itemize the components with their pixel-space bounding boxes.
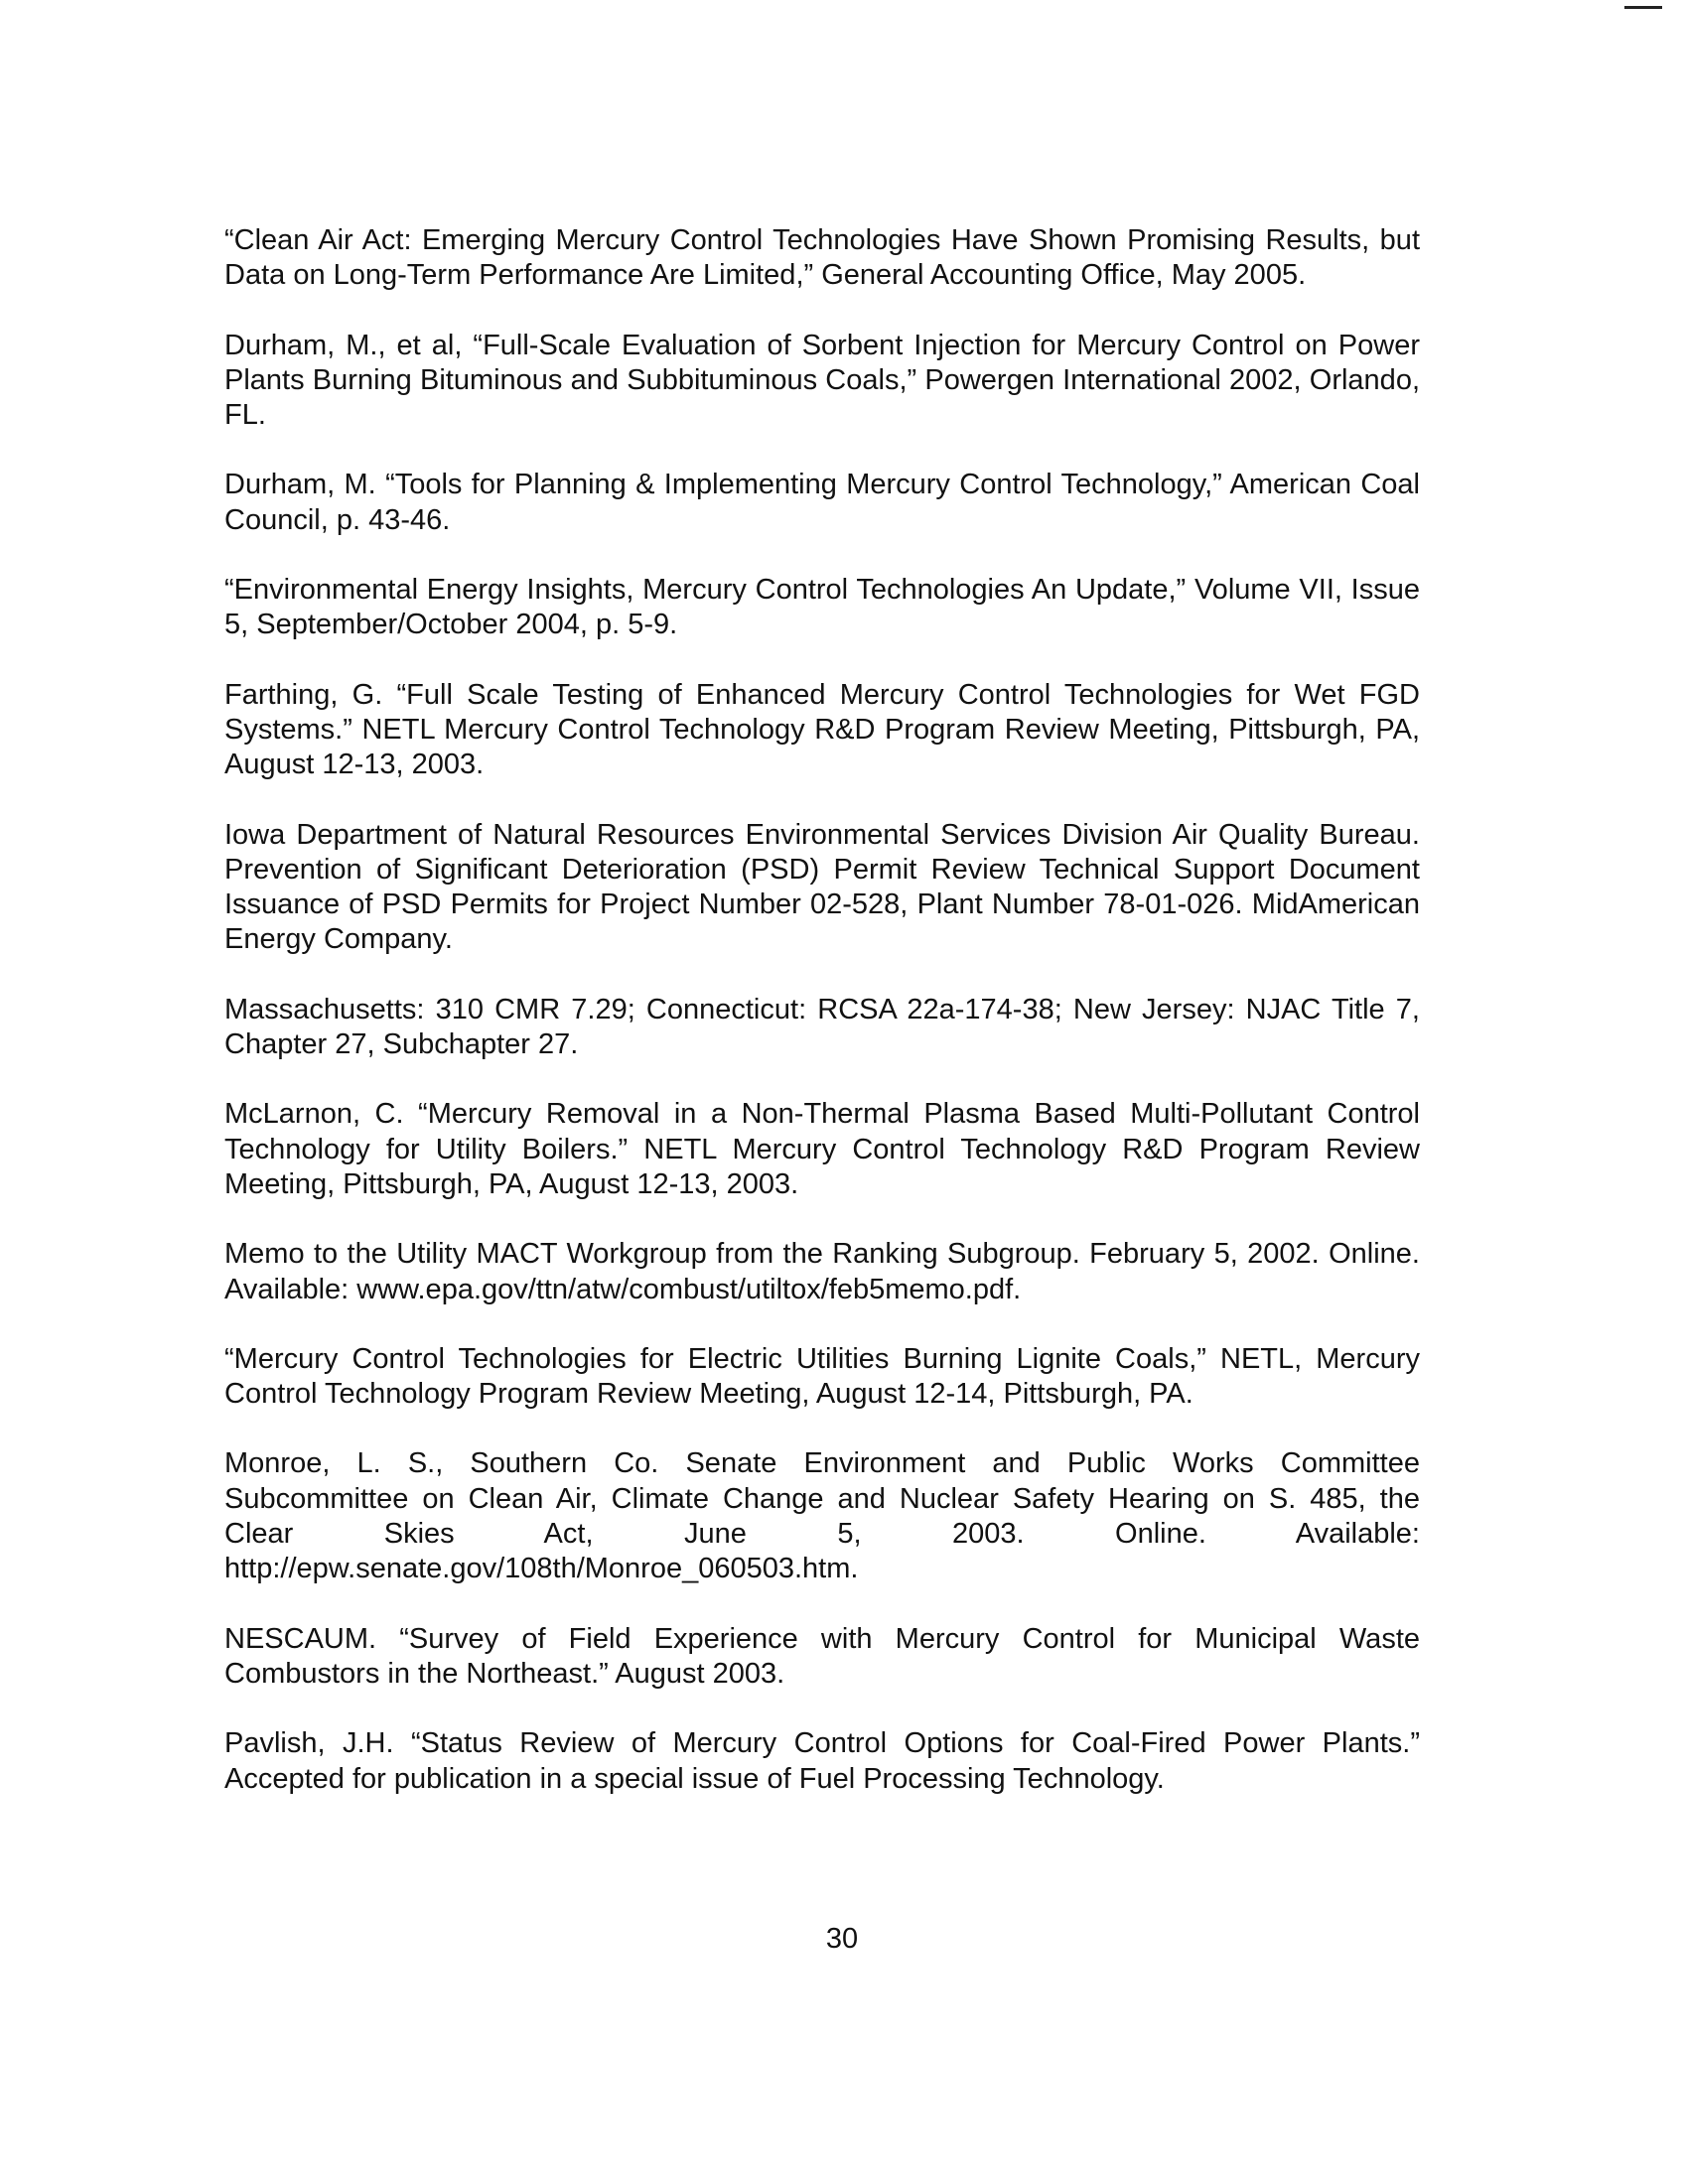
reference-entry: Farthing, G. “Full Scale Testing of Enhanced Mercury Control Technologies for Wet FGD Systems.” NETL Mercury Control Technology R&D Program Review Meeting, Pittsburgh, PA, August 12-13, 2003. xyxy=(224,678,1420,781)
reference-entry: McLarnon, C. “Mercury Removal in a Non-Thermal Plasma Based Multi-Pollutant Control Technology for Utility Boilers.” NETL Mercury Control Technology R&D Program Review Meeting, Pittsburgh, PA, August 12-13, 2003. xyxy=(224,1098,1420,1200)
reference-entry: “Clean Air Act: Emerging Mercury Control Technologies Have Shown Promising Results, but Data on Long-Term Performance Are Limited,” General Accounting Office, May 2005. xyxy=(224,224,1420,292)
reference-entry: NESCAUM. “Survey of Field Experience with Mercury Control for Municipal Waste Combustors in the Northeast.” August 2003. xyxy=(224,1622,1420,1690)
reference-list xyxy=(224,223,1420,1832)
page-number: 30 xyxy=(825,1923,859,1955)
reference-entry: Durham, M., et al, “Full-Scale Evaluation of Sorbent Injection for Mercury Control on Power Plants Burning Bituminous and Subbituminous Coals,” Powergen International 2002, Orlando, FL. xyxy=(224,329,1420,432)
reference-entry: Memo to the Utility MACT Workgroup from the Ranking Subgroup. February 5, 2002. Online. Available: www.epa.gov/ttn/atw/combust/utiltox/feb5memo.pdf. xyxy=(224,1238,1420,1305)
reference-entry: Pavlish, J.H. “Status Review of Mercury Control Options for Coal-Fired Power Plants.” Accepted for publication in a special issue of Fuel Processing Technology. xyxy=(224,1727,1420,1795)
reference-entry: Monroe, L. S., Southern Co. Senate Environment and Public Works Committee Subcommittee on Clean Air, Climate Change and Nuclear Safety Hearing on S. 485, the Clear Skies Act, June 5, 2003. Online. Available: http://epw.senate.gov/108th/Monroe_060503.htm. xyxy=(224,1447,1420,1585)
scan-edge-mark xyxy=(1624,6,1662,9)
reference-entry: Durham, M. “Tools for Planning & Implementing Mercury Control Technology,” American Coal Council, p. 43-46. xyxy=(224,469,1420,536)
reference-entry: Iowa Department of Natural Resources Environmental Services Division Air Quality Bureau. Prevention of Significant Deterioration (PSD) Permit Review Technical Support Document Issuance of PSD Permits for Project Number 02-528, Plant Number 78-01-026. MidAmerican Energy Company. xyxy=(224,818,1420,956)
reference-entry: “Environmental Energy Insights, Mercury Control Technologies An Update,” Volume VII, Issue 5, September/October 2004, p. 5-9. xyxy=(224,574,1420,641)
reference-entry: Massachusetts: 310 CMR 7.29; Connecticut: RCSA 22a-174-38; New Jersey: NJAC Title 7, Chapter 27, Subchapter 27. xyxy=(224,993,1420,1061)
reference-entry: “Mercury Control Technologies for Electric Utilities Burning Lignite Coals,” NETL, Mercury Control Technology Program Review Meeting, August 12-14, Pittsburgh, PA. xyxy=(224,1342,1420,1411)
